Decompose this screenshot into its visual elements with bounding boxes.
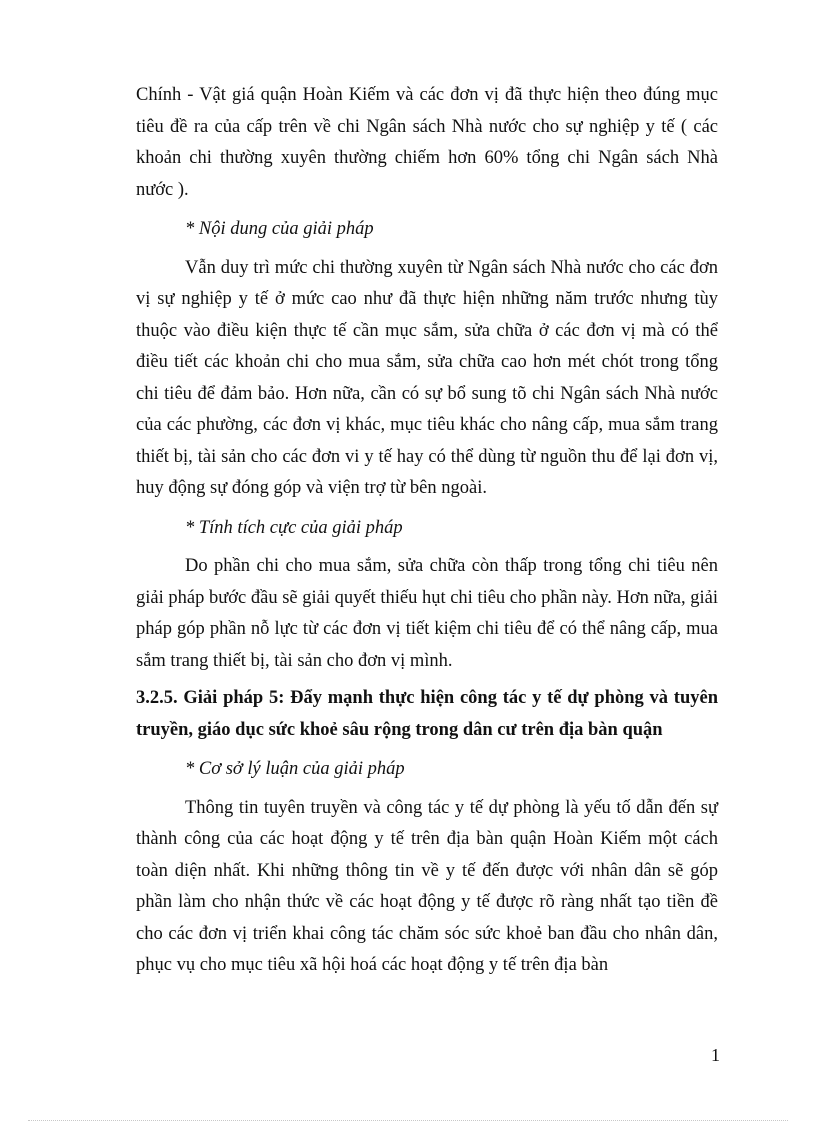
footer-divider [28,1120,788,1121]
page-number: 1 [711,1045,720,1065]
subheading-content: * Nội dung của giải pháp [185,219,374,239]
positive-paragraph: Do phần chi cho mua sắm, sửa chữa còn thấp trong tổng chi tiêu nên giải pháp bước đầu sẽ giải quyết thiếu hụt chi tiêu cho phần này. Hơn nữa, giải pháp góp phần nỗ lực từ các đơn vị tiết kiệm chi tiêu để có thể nâng cấp, mua sắm trang thiết bị, tài sản cho đơn vị mình. [136,556,718,671]
subheading-positive: * Tính tích cực của giải pháp [185,517,403,538]
intro-paragraph: Chính - Vật giá quận Hoàn Kiếm và các đơn vị đã thực hiện theo đúng mục tiêu đề ra của cấp trên về chi Ngân sách Nhà nước cho sự nghiệp y tế ( các khoản chi thường xuyên thường chiếm hơn 60% tổng chi Ngân sách Nhà nước ). [136,85,718,200]
document-body [136,80,718,982]
content-paragraph: Vẫn duy trì mức chi thường xuyên từ Ngân sách Nhà nước cho các đơn vị sự nghiệp y tế ở mức cao như đã thực hiện những năm trước nhưng tùy thuộc vào điều kiện thực tế cần mục sắm, sửa chữa ở các đơn vị mà có thể điều tiết các khoản chi cho mua sắm, sửa chữa cao hơn mét chót trong tổng chi tiêu để đảm bảo. Hơn nữa, cần có sự bổ sung tõ chi Ngân sách Nhà nước của các phường, các đơn vị khác, mục tiêu khác cho nâng cấp, mua sắm trang thiết bị, tài sản cho các đơn vi y tế hay có thể dùng từ nguồn thu để lại đơn vị, huy động sự đóng góp và viện trợ từ bên ngoài. [136,257,718,498]
subheading-basis: * Cơ sở lý luận của giải pháp [185,759,405,779]
section-heading: 3.2.5. Giải pháp 5: Đẩy mạnh thực hiện công tác y tế dự phòng và tuyên truyền, giáo dục sức khoẻ sâu rộng trong dân cư trên địa bàn quận [136,688,718,740]
basis-paragraph: Thông tin tuyên truyền và công tác y tế dự phòng là yếu tố dẫn đến sự thành công của các hoạt động y tế trên địa bàn quận Hoàn Kiếm một cách toàn diện nhất. Khi những thông tin về y tế đến được với nhân dân sẽ góp phần làm cho nhận thức về các hoạt động y tế được rõ ràng nhất tạo tiền đề cho các đơn vị triển khai công tác chăm sóc sức khoẻ ban đầu cho nhân dân, phục vụ cho mục tiêu xã hội hoá các hoạt động y tế trên địa bàn [136,797,718,975]
